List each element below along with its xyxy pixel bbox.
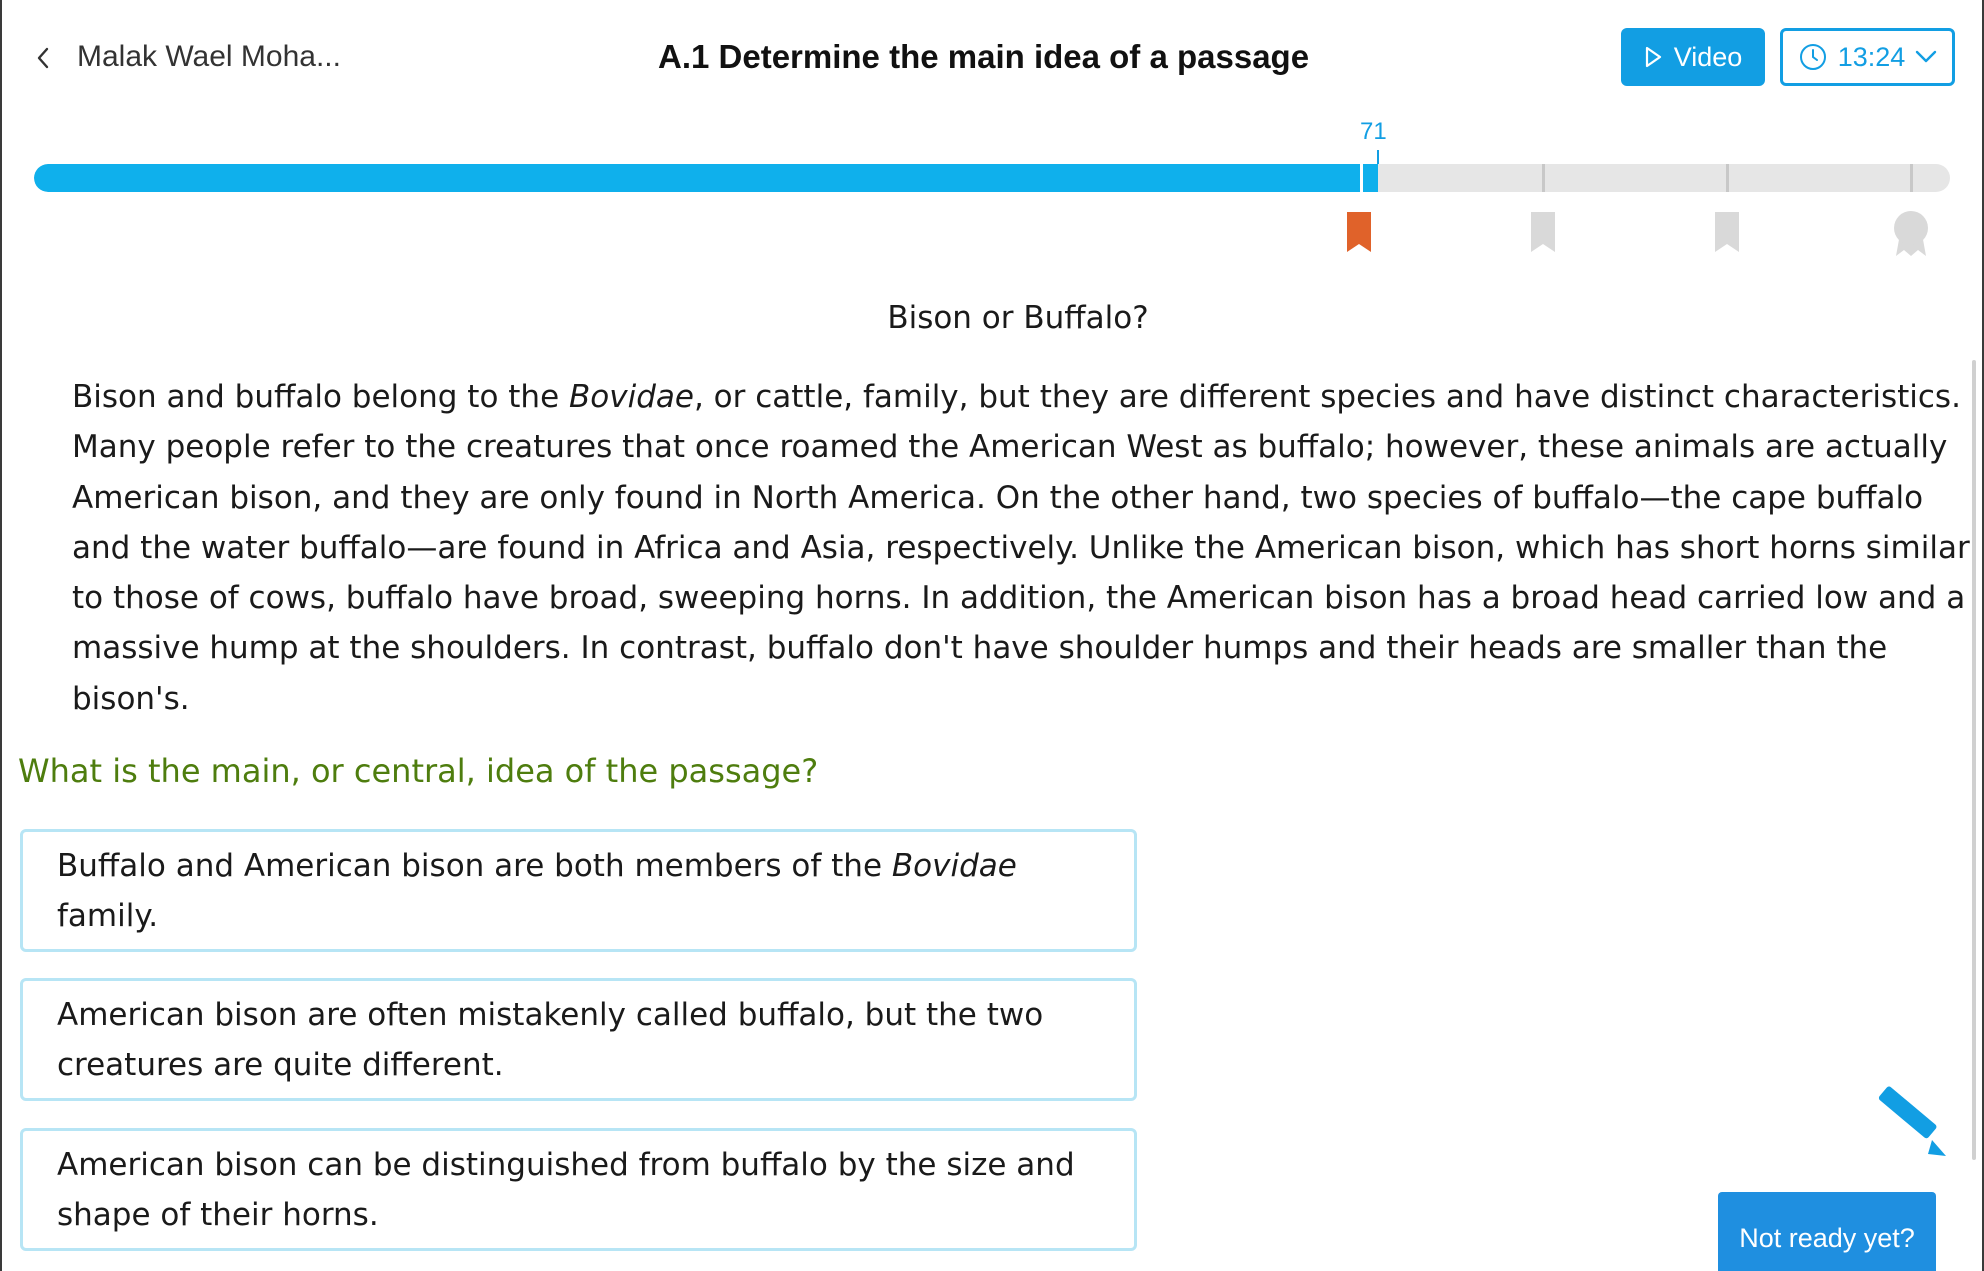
passage-text: Bison and buffalo belong to the Bovidae, or cattle, family, but they are different species and have distinct characteristics. Many people refer to the creatures that once roamed the American West as buffalo; however, these animals are actually American bison, and they are only found in North America. On the other hand, two species of buffalo—the cape buffalo and the water buffalo—are found in Africa and Asia, respectively. Unlike the American bison, which has short horns similar to those of cows, buffalo have broad, sweeping horns. In addition, the American bison has a broad head carried low and a massive hump at the shoulders. In contrast, buffalo don't have shoulder humps and their heads are smaller than the bison's.: [72, 379, 1970, 717]
user-name[interactable]: Malak Wael Moha...: [77, 40, 341, 73]
smartscore-value: 71: [1360, 118, 1387, 145]
answer-option-1[interactable]: Buffalo and American bison are both members of the Bovidae family.: [20, 829, 1137, 952]
window-left-edge: [0, 0, 2, 1271]
milestone-ribbon-icon: [1347, 212, 1371, 252]
smartscore-progress-bar: [34, 164, 1950, 192]
clock-icon: [1798, 42, 1828, 72]
smartscore-progress-fill: [34, 164, 1378, 192]
page-title: A.1 Determine the main idea of a passage: [658, 38, 1310, 75]
progress-divider: [1542, 164, 1545, 192]
timer-value: 13:24: [1837, 41, 1906, 72]
answer-option-2[interactable]: American bison are often mistakenly called buffalo, but the two creatures are quite different.: [20, 978, 1137, 1101]
play-icon: [1644, 46, 1662, 68]
progress-divider: [1910, 164, 1913, 192]
italic-term: Bovidae: [569, 379, 694, 415]
video-label: Video: [1673, 41, 1743, 72]
smartscore-marker: [1377, 150, 1379, 164]
scrollbar[interactable]: [1972, 360, 1976, 1160]
video-button[interactable]: [1621, 28, 1765, 86]
progress-divider: [1726, 164, 1729, 192]
header-bar: [0, 0, 1984, 116]
chevron-down-icon: [1915, 50, 1937, 64]
pencil-icon[interactable]: [1870, 1082, 1950, 1162]
milestone-ribbon-icon: [1715, 212, 1739, 252]
back-button[interactable]: [30, 40, 56, 76]
italic-term: Bovidae: [891, 847, 1017, 884]
answer-option-3[interactable]: American bison can be distinguished from buffalo by the size and shape of their horns.: [20, 1128, 1137, 1251]
timer-dropdown[interactable]: [1780, 28, 1955, 86]
progress-divider: [1360, 164, 1363, 192]
passage-title: Bison or Buffalo?: [887, 300, 1149, 336]
not-ready-yet-button[interactable]: Not ready yet?: [1718, 1192, 1936, 1271]
question-prompt: What is the main, or central, idea of the passage?: [18, 752, 819, 790]
milestone-ribbon-icon: [1531, 212, 1555, 252]
trophy-medal-icon: [1892, 210, 1930, 258]
chevron-left-icon: [35, 46, 51, 70]
